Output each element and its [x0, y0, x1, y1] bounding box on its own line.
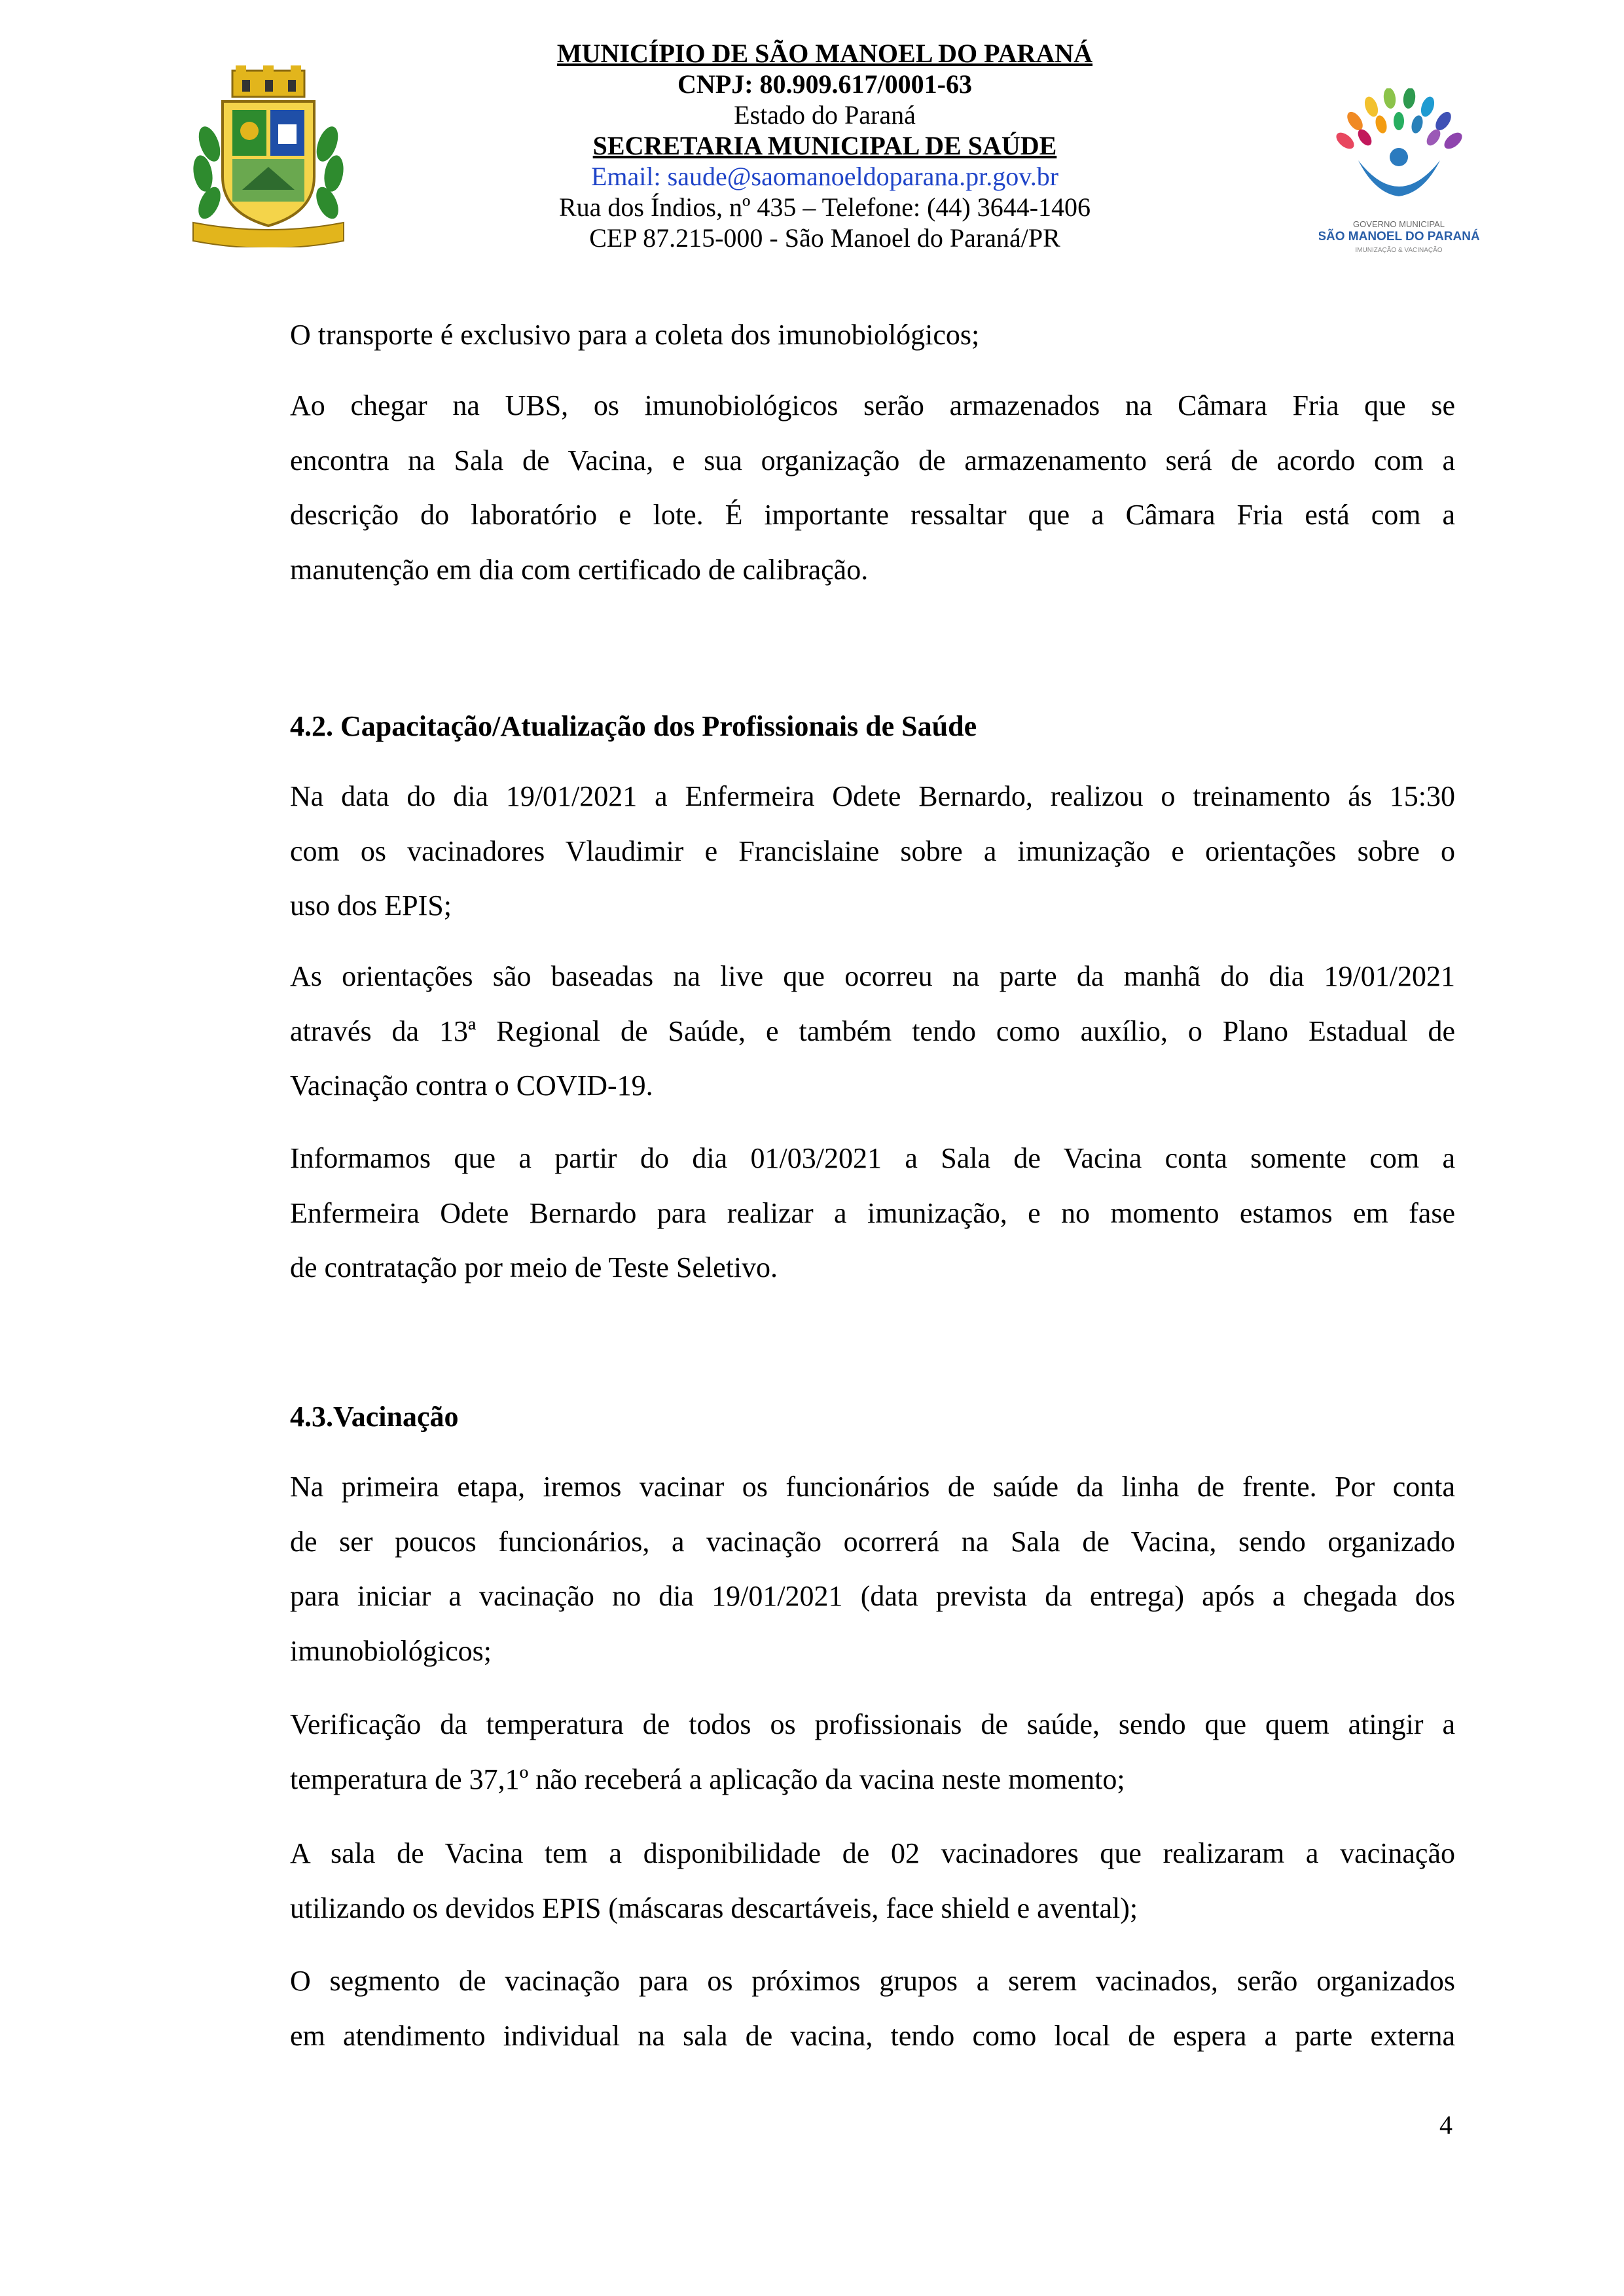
text-line: Na primeira etapa, iremos vacinar os funcionários de saúde da linha de frente. Por conta [290, 1471, 1455, 1503]
text-line: encontra na Sala de Vacina, e sua organização de armazenamento será de acordo com a [290, 444, 1455, 476]
text-line: O transporte é exclusivo para a coleta dos imunobiológicos; [290, 319, 980, 351]
letterhead [511, 38, 1139, 253]
text-line: com os vacinadores Vlaudimir e Francislaine sobre a imunização e orientações sobre o [290, 834, 1455, 867]
paragraph-next-groups [290, 1954, 1455, 2063]
paragraph-transport [290, 308, 1455, 363]
text-line: O segmento de vacinação para os próximos grupos a serem vacinados, serão organizados [290, 1965, 1455, 1997]
text-line: utilizando os devidos EPIS (máscaras descartáveis, face shield e avental); [290, 1892, 1138, 1924]
municipal-coat-of-arms-logo [187, 65, 350, 247]
text-line: manutenção em dia com certificado de calibração. [290, 553, 869, 586]
text-line: de ser poucos funcionários, a vacinação ocorrerá na Sala de Vacina, sendo organizado [290, 1525, 1455, 1558]
email-address: Email: saude@saomanoeldoparana.pr.gov.br [590, 162, 1059, 191]
government-vaccination-logo [1319, 88, 1479, 259]
paragraph-first-stage [290, 1460, 1455, 1678]
text-line: Ao chegar na UBS, os imunobiológicos serão armazenados na Câmara Fria que se [290, 389, 1455, 422]
department-name: SECRETARIA MUNICIPAL DE SAÚDE [592, 131, 1057, 160]
text-line: Informamos que a partir do dia 01/03/2021 a Sala de Vacina conta somente com a [290, 1142, 1455, 1174]
text-line: Verificação da temperatura de todos os profissionais de saúde, sendo que quem atingir a [290, 1708, 1455, 1740]
text-line: através da 13ª Regional de Saúde, e também tendo como auxílio, o Plano Estadual de [290, 1014, 1455, 1047]
paragraph-training [290, 769, 1455, 933]
text-line: temperatura de 37,1º não receberá a aplicação da vacina neste momento; [290, 1763, 1125, 1795]
section-heading-4-3: 4.3.Vacinação [290, 1401, 459, 1433]
paragraph-temperature [290, 1697, 1455, 1806]
text-line: Na data do dia 19/01/2021 a Enfermeira Odete Bernardo, realizou o treinamento ás 15:30 [290, 780, 1455, 812]
section-heading-4-2: 4.2. Capacitação/Atualização dos Profissionais de Saúde [290, 710, 977, 742]
paragraph-storage [290, 378, 1455, 597]
municipality-name: MUNICÍPIO DE SÃO MANOEL DO PARANÁ [556, 39, 1093, 68]
cnpj: CNPJ: 80.909.617/0001-63 [677, 69, 972, 99]
text-line: descrição do laboratório e lote. É importante ressaltar que a Câmara Fria está com a [290, 499, 1455, 531]
paragraph-vaccinators [290, 1826, 1455, 1935]
text-line: em atendimento individual na sala de vacina, tendo como local de espera a parte externa [290, 2019, 1455, 2052]
paragraph-staffing [290, 1131, 1455, 1295]
text-line: A sala de Vacina tem a disponibilidade de 02 vacinadores que realizaram a vacinação [290, 1837, 1455, 1869]
text-line: para iniciar a vacinação no dia 19/01/2021 (data prevista da entrega) após a chegada dos [290, 1580, 1455, 1612]
street-address: Rua dos Índios, nº 435 – Telefone: (44) 3644-1406 [558, 192, 1091, 222]
gov-logo-line3: IMUNIZAÇÃO & VACINAÇÃO [1355, 247, 1443, 254]
text-line: As orientações são baseadas na live que ocorreu na parte da manhã do dia 19/01/2021 [290, 960, 1455, 992]
gov-logo-line2: SÃO MANOEL DO PARANÁ [1319, 230, 1479, 243]
text-line: Vacinação contra o COVID-19. [290, 1069, 653, 1102]
text-line: de contratação por meio de Teste Seletivo. [290, 1251, 778, 1283]
page-number: 4 [1439, 2110, 1453, 2140]
text-line: imunobiológicos; [290, 1634, 492, 1667]
state-name: Estado do Paraná [734, 100, 916, 130]
paragraph-guidelines [290, 949, 1455, 1113]
text-line: Enfermeira Odete Bernardo para realizar a imunização, e no momento estamos em fase [290, 1196, 1455, 1229]
gov-logo-line1: GOVERNO MUNICIPAL [1353, 219, 1445, 229]
postal-address: CEP 87.215-000 - São Manoel do Paraná/PR [589, 223, 1060, 253]
text-line: uso dos EPIS; [290, 889, 452, 922]
